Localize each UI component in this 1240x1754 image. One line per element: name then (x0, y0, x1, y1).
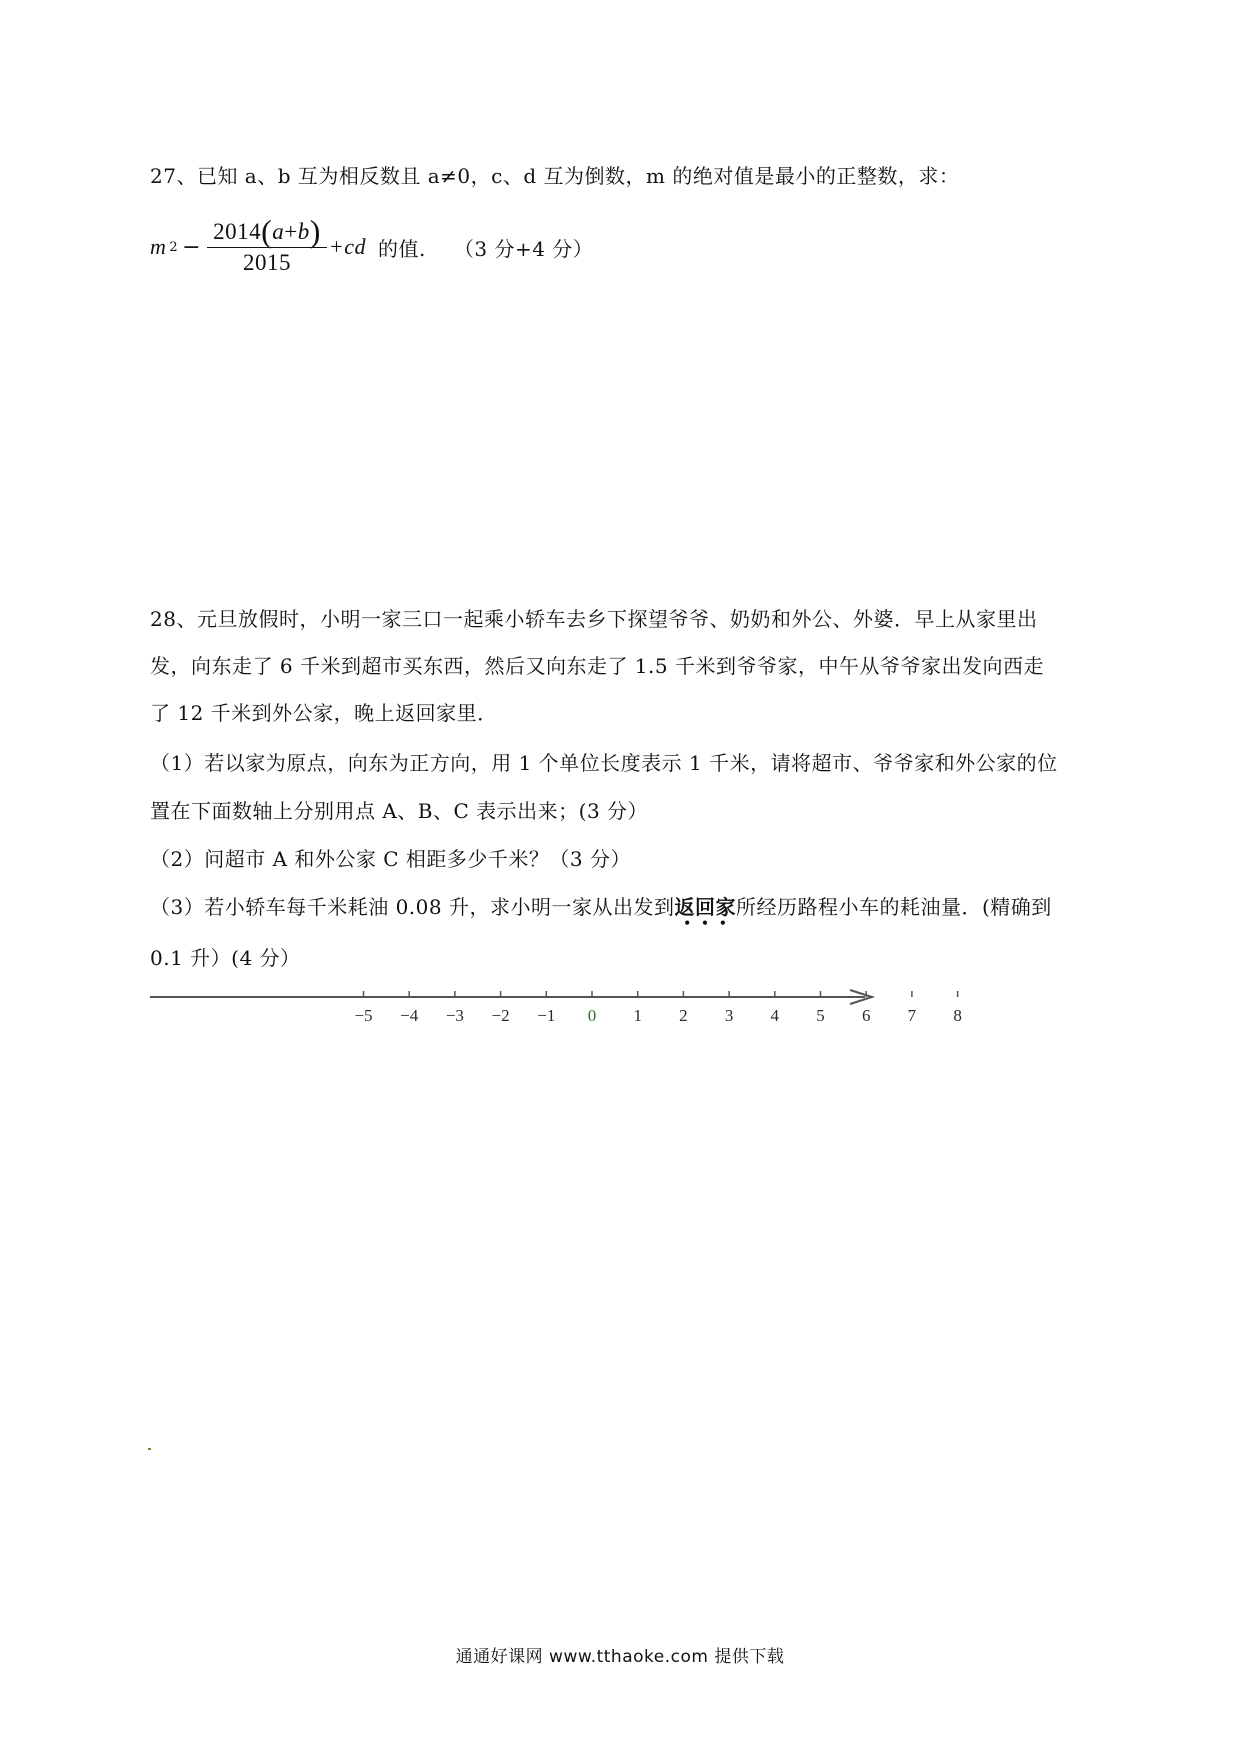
tick-label: 2 (679, 1006, 688, 1025)
part3-text-before: （3）若小轿车每千米耗油 0.08 升，求小明一家从出发到 (150, 895, 675, 919)
q28-part2: （2）问超市 A 和外公家 C 相距多少千米？（3 分） (150, 847, 631, 871)
formula-fraction (207, 212, 327, 276)
tick-label: 1 (633, 1006, 642, 1025)
fraction-numerator: 2014(a+b) (207, 219, 327, 248)
footer-text: 通通好课网 www.tthaoke.com 提供下载 (455, 1647, 785, 1667)
tick-label: −5 (354, 1006, 373, 1025)
q28-line-3: 了 12 千米到外公家，晚上返回家里． (150, 701, 498, 725)
numerator-a: a (272, 218, 285, 244)
q27-formula-line (150, 212, 1100, 282)
tick-label: −2 (491, 1006, 510, 1025)
formula-minus: − (182, 234, 202, 260)
q28-part1-line-2: 置在下面数轴上分别用点 A、B、C 表示出来；(3 分） (150, 799, 649, 823)
formula-exponent: 2 (169, 239, 179, 255)
tick-label: 7 (907, 1006, 917, 1025)
tick-label: 8 (953, 1006, 962, 1025)
q28-part3-line-2: 0.1 升）(4 分） (150, 946, 301, 970)
q28-part1-line-1: （1）若以家为原点，向东为正方向，用 1 个单位长度表示 1 千米，请将超市、爷爷家和外公家的位 (150, 751, 1058, 775)
number-line (150, 975, 962, 1035)
numerator-plus: + (284, 218, 298, 244)
formula-plus-cd: +cd (328, 234, 367, 259)
q28-line-1: 28、元旦放假时，小明一家三口一起乘小轿车去乡下探望爷爷、奶奶和外公、外婆．早上从家里出 (150, 607, 1038, 631)
q27-tail: 的值. (378, 236, 426, 261)
formula-m: m (150, 234, 167, 259)
q27-score: （3 分+4 分） (453, 236, 594, 261)
part3-emphasis-text: 返回家 (674, 895, 736, 919)
numerator-coefficient: 2014 (213, 218, 262, 244)
tick-label: 5 (816, 1006, 825, 1025)
part3-text-after: 所经历路程小车的耗油量．(精确到 (735, 895, 1052, 919)
q28-line-2: 发，向东走了 6 千米到超市买东西，然后又向东走了 1.5 千米到爷爷家，中午从爷爷家出发向西走 (150, 654, 1044, 678)
tick-label: 4 (770, 1006, 780, 1025)
emphasis-dots: • • • (683, 916, 728, 930)
tick-label: 6 (861, 1006, 871, 1025)
tick-label: −4 (400, 1006, 419, 1025)
tick-label: −1 (537, 1006, 556, 1025)
tick-label: −3 (445, 1006, 464, 1025)
numerator-b: b (297, 218, 310, 244)
stray-mark (148, 1448, 151, 1450)
tick-label: 3 (724, 1006, 734, 1025)
q27-line-1: 27、已知 a、b 互为相反数且 a≠0，c、d 互为倒数，m 的绝对值是最小的正整数，求： (150, 164, 960, 188)
q28-part3-line-1 (150, 891, 1100, 930)
fraction-denominator: 2015 (243, 249, 291, 275)
tick-label: 0 (587, 1006, 597, 1025)
part3-emphasis (674, 895, 736, 930)
